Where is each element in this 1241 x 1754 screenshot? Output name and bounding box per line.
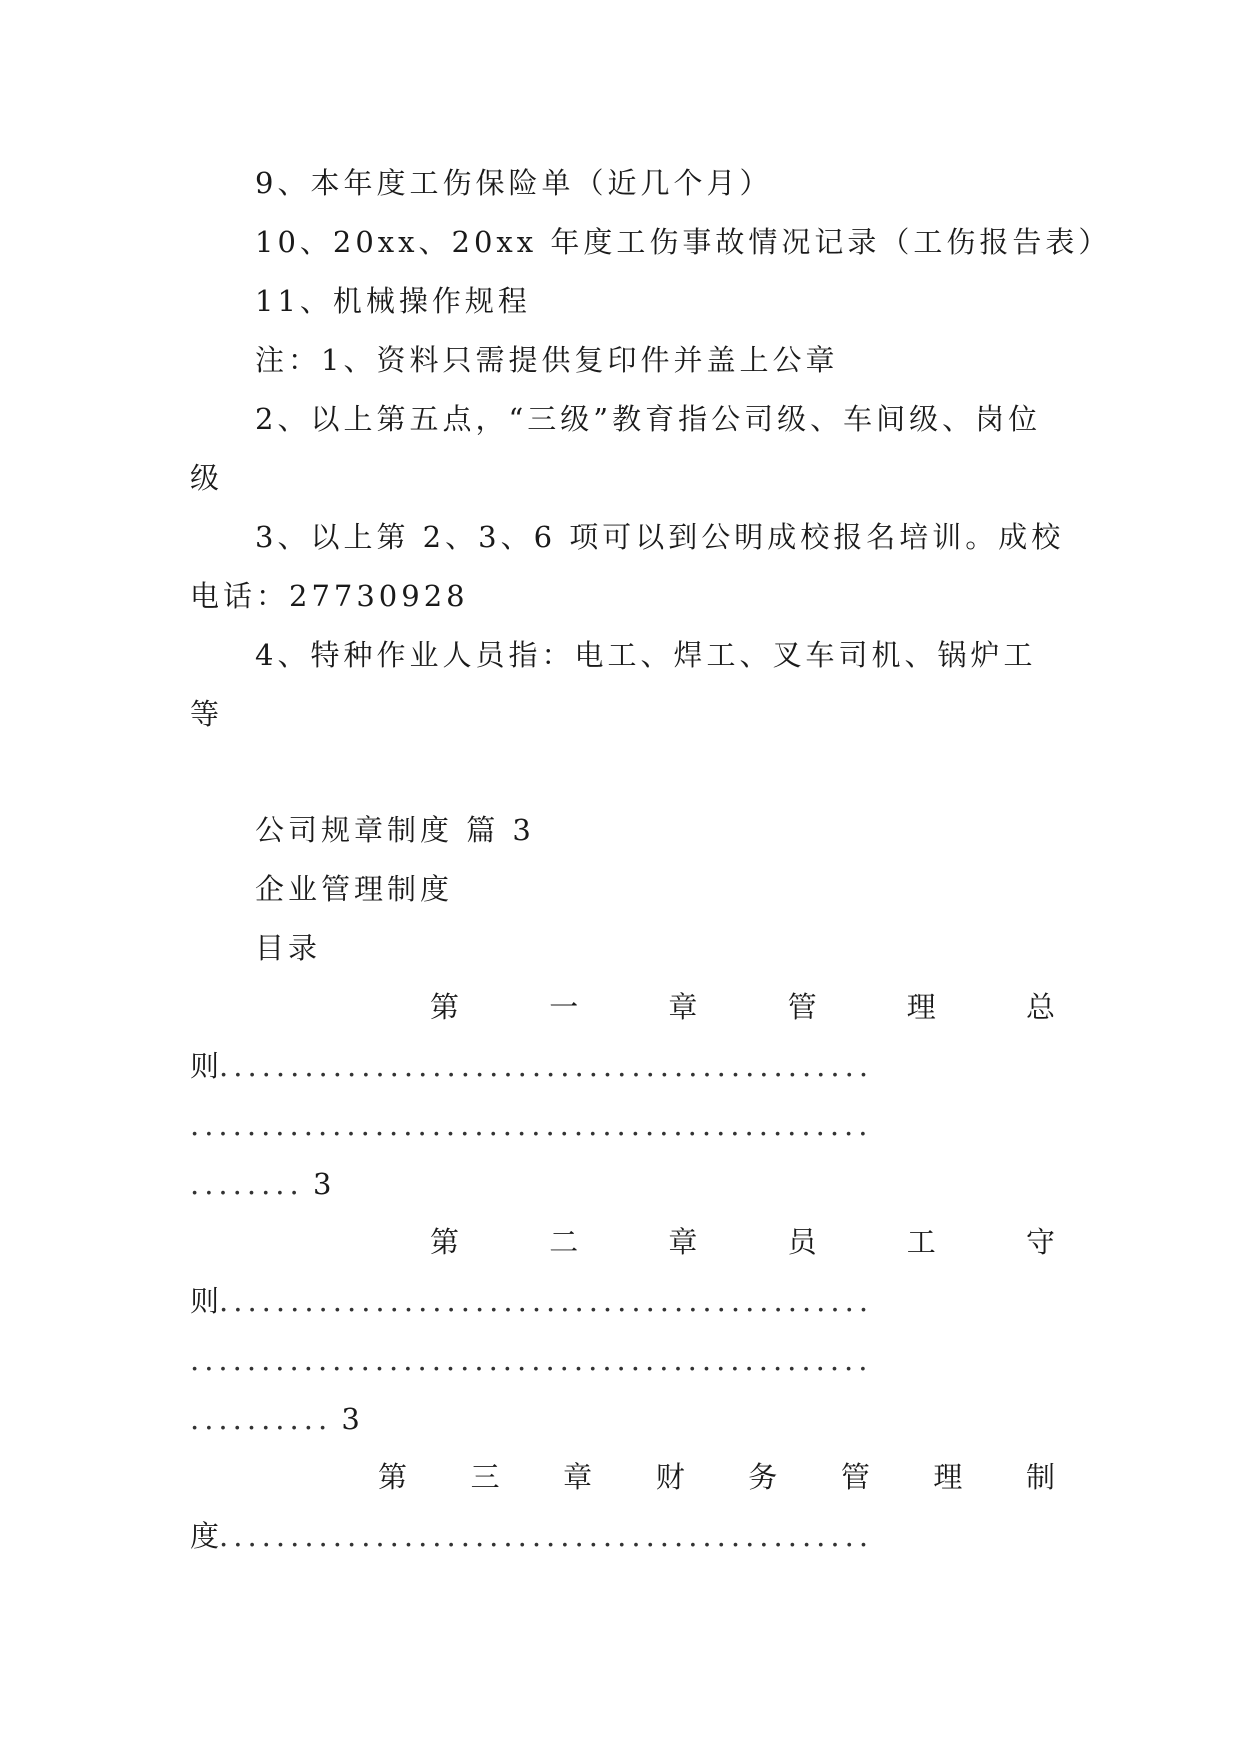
- toc-leader-dots: ................................................: [190, 1343, 873, 1377]
- toc-char: 第: [430, 1225, 460, 1259]
- note-2-line-1: 2、以上第五点，“三级”教育指公司级、车间级、岗位: [255, 402, 1042, 436]
- toc-char: 章: [668, 1225, 698, 1259]
- toc-char: 总: [1025, 990, 1055, 1024]
- note-1: 注：1、资料只需提供复印件并盖上公章: [255, 343, 839, 377]
- toc-char: 守: [1025, 1225, 1055, 1259]
- toc-title: 目录: [255, 931, 322, 965]
- list-item-10: 10、20xx、20xx 年度工伤事故情况记录（工伤报告表）: [255, 225, 1112, 259]
- toc-tail-char: 则: [190, 1049, 220, 1083]
- list-item-11: 11、机械操作规程: [255, 284, 531, 318]
- section-subheading: 企业管理制度: [255, 872, 454, 906]
- list-item-9: 9、本年度工伤保险单（近几个月）: [255, 166, 773, 200]
- toc-tail-char: 则: [190, 1284, 220, 1318]
- toc-leader-dots: ..............................................: [219, 1284, 874, 1318]
- toc-entry-2-leader-2: [190, 1340, 872, 1380]
- toc-leader-dots: ........: [190, 1167, 304, 1201]
- toc-char: 第: [378, 1460, 408, 1494]
- note-4-line-2: 等: [190, 697, 224, 731]
- toc-char: 工: [906, 1225, 936, 1259]
- toc-page-number: 3: [312, 1167, 332, 1201]
- toc-entry-1-heading: [430, 987, 1055, 1027]
- toc-char: 三: [470, 1460, 500, 1494]
- toc-char: 理: [906, 990, 936, 1024]
- toc-leader-dots: ..............................................: [219, 1519, 874, 1553]
- toc-char: 员: [787, 1225, 817, 1259]
- toc-char: 财: [655, 1460, 685, 1494]
- toc-char: 一: [549, 990, 579, 1024]
- toc-char: 管: [787, 990, 817, 1024]
- toc-tail-char: 度: [190, 1519, 220, 1553]
- toc-char: 管: [840, 1460, 870, 1494]
- toc-entry-3-leader-1: [190, 1516, 873, 1556]
- toc-char: 理: [933, 1460, 963, 1494]
- toc-page-number: 3: [341, 1402, 360, 1436]
- toc-leader-dots: ..........: [190, 1402, 333, 1436]
- note-4-line-1: 4、特种作业人员指：电工、焊工、叉车司机、锅炉工: [255, 638, 1037, 672]
- note-2-line-2: 级: [190, 461, 224, 495]
- toc-char: 第: [430, 990, 460, 1024]
- section-heading: 公司规章制度 篇 3: [255, 813, 535, 847]
- toc-leader-dots: ................................................: [190, 1108, 873, 1142]
- toc-entry-1-leader-1: [190, 1046, 873, 1086]
- toc-char: 章: [668, 990, 698, 1024]
- toc-char: 务: [748, 1460, 778, 1494]
- toc-entry-1-leader-3: [190, 1164, 331, 1204]
- note-3-line-2: 电话：27730928: [190, 579, 469, 613]
- toc-entry-2-heading: [430, 1222, 1055, 1262]
- toc-leader-dots: ..............................................: [219, 1049, 874, 1083]
- toc-char: 章: [563, 1460, 593, 1494]
- toc-char: 二: [549, 1225, 579, 1259]
- note-3-line-1: 3、以上第 2、3、6 项可以到公明成校报名培训。成校: [255, 520, 1065, 554]
- toc-entry-2-leader-3: [190, 1399, 360, 1439]
- toc-entry-1-leader-2: [190, 1105, 872, 1145]
- toc-entry-3-heading: [378, 1457, 1055, 1497]
- toc-entry-2-leader-1: [190, 1281, 873, 1321]
- toc-char: 制: [1025, 1460, 1055, 1494]
